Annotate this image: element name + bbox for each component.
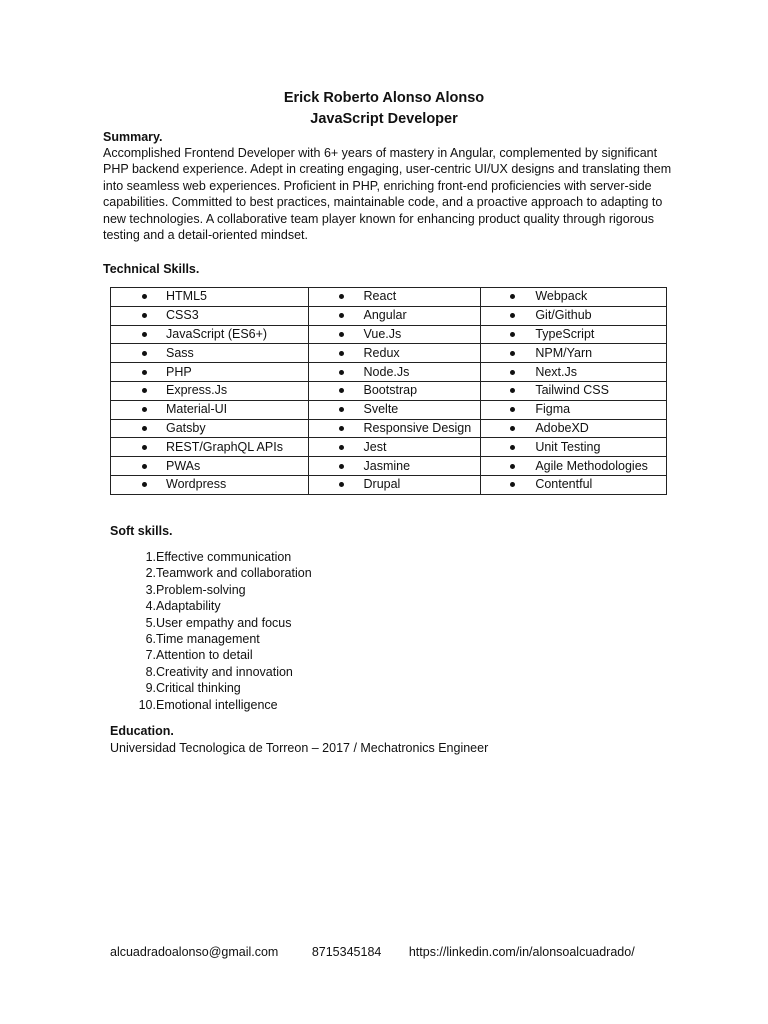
- list-number: 9.: [145, 681, 156, 696]
- skills-row: [111, 400, 667, 419]
- bullet-icon: [339, 370, 344, 375]
- bullet-icon: [510, 445, 515, 450]
- soft-skills-title: Soft skills.: [110, 524, 173, 538]
- skill-cell: [481, 400, 667, 419]
- soft-skill-label: Critical thinking: [156, 681, 241, 696]
- contact-footer: [110, 944, 635, 960]
- skill-cell: [308, 344, 481, 363]
- skill-cell: [481, 344, 667, 363]
- contact-linkedin[interactable]: https://linkedin.com/in/alonsoalcuadrado/: [408, 945, 635, 959]
- candidate-role: JavaScript Developer: [310, 111, 458, 127]
- soft-skill-item: [110, 598, 312, 614]
- soft-skill-label: Effective communication: [156, 550, 292, 564]
- bullet-icon: [142, 351, 147, 356]
- skill-cell: [111, 325, 309, 344]
- skill-label: Unit Testing: [535, 439, 601, 454]
- skills-row: [111, 344, 667, 363]
- bullet-icon: [510, 294, 515, 299]
- skill-label: NPM/Yarn: [535, 345, 593, 360]
- technical-skills-table: [110, 287, 667, 495]
- skill-cell: [308, 381, 481, 400]
- bullet-icon: [339, 294, 344, 299]
- bullet-icon: [510, 407, 515, 412]
- bullet-icon: [510, 370, 515, 375]
- skills-row: [111, 381, 667, 400]
- skills-row: [111, 288, 667, 307]
- bullet-icon: [339, 482, 344, 487]
- soft-skill-label: Time management: [156, 632, 260, 647]
- soft-skill-label: Emotional intelligence: [156, 697, 278, 712]
- skill-cell: [481, 381, 667, 400]
- bullet-icon: [510, 351, 515, 356]
- skill-cell: [111, 363, 309, 382]
- bullet-icon: [339, 313, 344, 318]
- skill-label: Next.Js: [535, 364, 578, 379]
- bullet-icon: [142, 445, 147, 450]
- skill-label: Node.Js: [363, 364, 410, 379]
- bullet-icon: [142, 407, 147, 412]
- skill-label: Figma: [535, 402, 571, 417]
- skill-label: HTML5: [166, 289, 207, 304]
- soft-skills-list: [110, 549, 312, 713]
- soft-skill-label: Problem-solving: [156, 582, 246, 597]
- skill-cell: [308, 457, 481, 476]
- soft-skill-item: [110, 697, 312, 713]
- skill-cell: [111, 438, 309, 457]
- skill-cell: [481, 475, 667, 494]
- soft-skill-label: Adaptability: [156, 599, 221, 614]
- skill-label: Express.Js: [166, 383, 228, 398]
- skills-row: [111, 325, 667, 344]
- skill-cell: [111, 306, 309, 325]
- skill-label: AdobeXD: [535, 420, 589, 435]
- skill-label: PHP: [166, 364, 192, 379]
- skill-label: PWAs: [166, 458, 201, 473]
- bullet-icon: [142, 464, 147, 469]
- bullet-icon: [339, 332, 344, 337]
- skills-row: [111, 475, 667, 494]
- bullet-icon: [142, 313, 147, 318]
- skill-label: Webpack: [535, 289, 588, 304]
- list-number: 4.: [145, 599, 156, 614]
- list-number: 7.: [145, 648, 156, 663]
- skill-label: Vue.Js: [363, 326, 402, 341]
- skill-cell: [111, 288, 309, 307]
- summary-title: Summary.: [103, 130, 163, 144]
- bullet-icon: [510, 464, 515, 469]
- skill-cell: [481, 438, 667, 457]
- skill-cell: [308, 438, 481, 457]
- soft-skill-label: User empathy and focus: [156, 615, 292, 630]
- skill-cell: [111, 457, 309, 476]
- skills-row: [111, 438, 667, 457]
- skill-label: Material-UI: [166, 402, 228, 417]
- bullet-icon: [142, 294, 147, 299]
- soft-skill-item: [110, 565, 312, 581]
- list-number: 5.: [145, 615, 156, 630]
- skill-label: Sass: [166, 345, 194, 360]
- contact-phone: 8715345184: [311, 945, 382, 959]
- skill-cell: [111, 475, 309, 494]
- skill-label: REST/GraphQL APIs: [166, 439, 283, 454]
- skills-row: [111, 457, 667, 476]
- soft-skill-item: [110, 680, 312, 696]
- skill-cell: [308, 306, 481, 325]
- skill-cell: [308, 288, 481, 307]
- technical-skills-title: Technical Skills.: [103, 262, 200, 276]
- skill-cell: [481, 419, 667, 438]
- bullet-icon: [339, 445, 344, 450]
- bullet-icon: [510, 426, 515, 431]
- summary-text: Accomplished Frontend Developer with 6+ years of mastery in Angular, complemented by significant PHP backend experience. Adept in creating engaging, user-centric UI/UX designs and translating them into seamless web experiences. Proficient in PHP, enriching front-end proficiencies with server-side capabilities. Committed to best practices, maintainable code, and a proactive approach to adapting to new technologies. A collaborative team player known for enhancing product quality through rigorous testing and a detail-oriented mindset.: [103, 146, 672, 243]
- skill-label: CSS3: [166, 308, 199, 323]
- soft-skill-label: Attention to detail: [156, 648, 253, 663]
- skill-label: Tailwind CSS: [535, 383, 609, 398]
- soft-skill-label: Creativity and innovation: [156, 664, 293, 679]
- soft-skill-item: [110, 631, 312, 647]
- skill-cell: [308, 363, 481, 382]
- skill-cell: [481, 325, 667, 344]
- skill-label: Svelte: [363, 402, 399, 417]
- skill-label: Responsive Design: [363, 420, 472, 435]
- bullet-icon: [142, 388, 147, 393]
- list-number: 2.: [145, 566, 156, 581]
- skill-cell: [481, 306, 667, 325]
- bullet-icon: [339, 464, 344, 469]
- skill-label: Jest: [363, 439, 387, 454]
- skill-cell: [111, 419, 309, 438]
- skill-label: JavaScript (ES6+): [166, 326, 268, 341]
- skill-label: Gatsby: [166, 420, 206, 435]
- skill-label: Drupal: [363, 477, 401, 492]
- bullet-icon: [339, 407, 344, 412]
- skill-label: Git/Github: [535, 308, 592, 323]
- bullet-icon: [142, 482, 147, 487]
- skills-row: [111, 363, 667, 382]
- list-number: 3.: [145, 582, 156, 597]
- skill-cell: [308, 419, 481, 438]
- skill-label: Jasmine: [363, 458, 411, 473]
- list-number: 6.: [145, 632, 156, 647]
- list-number: 1.: [145, 550, 156, 564]
- skill-cell: [111, 381, 309, 400]
- soft-skill-item: [110, 582, 312, 598]
- skill-label: Wordpress: [166, 477, 227, 492]
- skill-label: Agile Methodologies: [535, 458, 648, 473]
- skill-label: Angular: [363, 308, 407, 323]
- skill-cell: [308, 325, 481, 344]
- skill-label: Bootstrap: [363, 383, 418, 398]
- education-title: Education.: [110, 724, 174, 738]
- soft-skill-label: Teamwork and collaboration: [156, 566, 312, 581]
- skill-label: Redux: [363, 345, 400, 360]
- skill-cell: [308, 400, 481, 419]
- list-number: 10.: [138, 697, 156, 712]
- summary-section: [103, 129, 673, 243]
- soft-skill-item: [110, 664, 312, 680]
- bullet-icon: [510, 388, 515, 393]
- bullet-icon: [339, 351, 344, 356]
- skill-cell: [481, 363, 667, 382]
- skill-cell: [481, 457, 667, 476]
- skill-cell: [111, 400, 309, 419]
- skill-label: React: [363, 289, 397, 304]
- bullet-icon: [339, 426, 344, 431]
- skill-cell: [481, 288, 667, 307]
- skill-label: TypeScript: [535, 326, 595, 341]
- candidate-name: Erick Roberto Alonso Alonso: [283, 90, 485, 106]
- education-text: Universidad Tecnologica de Torreon – 2017 / Mechatronics Engineer: [110, 741, 489, 755]
- soft-skill-item: [110, 615, 312, 631]
- bullet-icon: [142, 332, 147, 337]
- contact-email[interactable]: alcuadradoalonso@gmail.com: [110, 945, 279, 959]
- bullet-icon: [510, 482, 515, 487]
- soft-skill-item: [110, 549, 312, 565]
- list-number: 8.: [145, 664, 156, 679]
- skill-cell: [111, 344, 309, 363]
- bullet-icon: [510, 313, 515, 318]
- bullet-icon: [142, 426, 147, 431]
- skill-label: Contentful: [535, 477, 593, 492]
- skill-cell: [308, 475, 481, 494]
- resume-header: [0, 88, 768, 130]
- soft-skill-item: [110, 647, 312, 663]
- bullet-icon: [339, 388, 344, 393]
- bullet-icon: [510, 332, 515, 337]
- skills-row: [111, 419, 667, 438]
- skills-row: [111, 306, 667, 325]
- bullet-icon: [142, 370, 147, 375]
